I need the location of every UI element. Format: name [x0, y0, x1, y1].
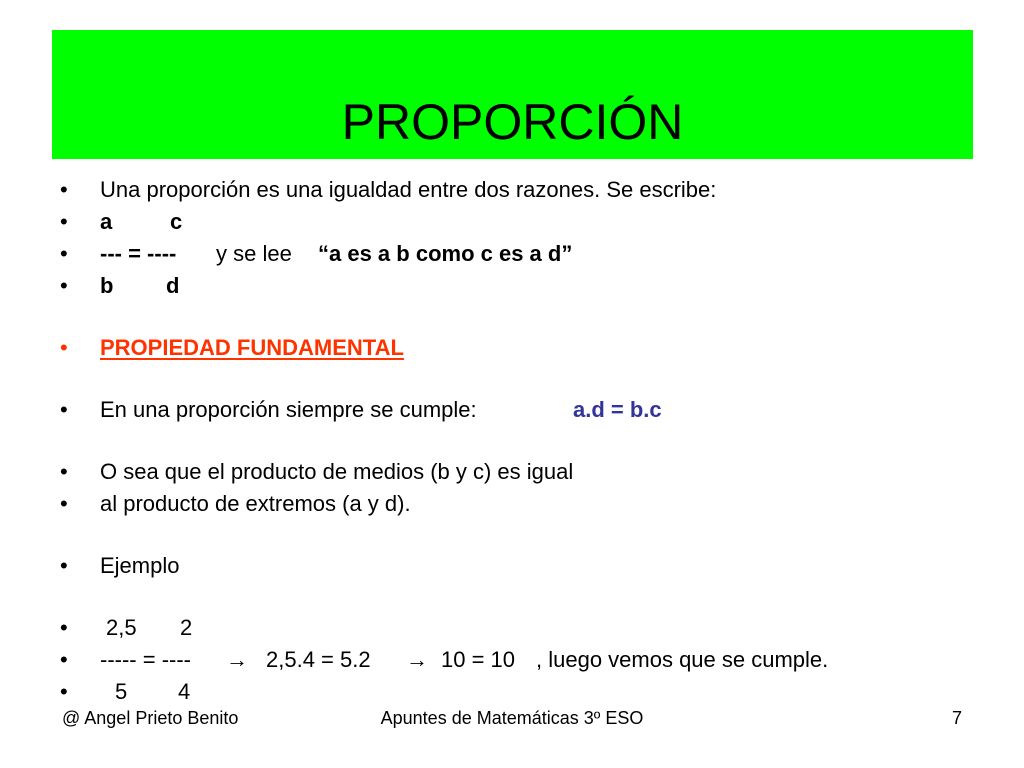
- example-result: 10 = 10: [441, 647, 516, 672]
- property-text: En una proporción siempre se cumple:: [100, 397, 477, 422]
- property-formula: a.d = b.c: [573, 397, 662, 422]
- example-product: 2,5.4 = 5.2: [266, 647, 371, 672]
- bullet-icon: •: [60, 459, 68, 484]
- bullet-line: [60, 206, 980, 238]
- footer-page-number: 7: [951, 708, 962, 728]
- bullet-line: [60, 612, 980, 644]
- bullet-line: [60, 270, 980, 302]
- bullet-icon: •: [60, 273, 68, 298]
- bullet-line: [60, 488, 980, 520]
- spacer: [60, 520, 980, 550]
- denominator-d: d: [166, 273, 180, 298]
- denominator-b: b: [100, 273, 114, 298]
- reads-as-text: y se lee: [216, 241, 292, 266]
- bullet-icon: •: [60, 209, 68, 234]
- spacer: [60, 364, 980, 394]
- example-numerator-1: 2,5: [106, 615, 137, 640]
- bullet-line: [60, 456, 980, 488]
- arrow-right-icon: →: [406, 647, 428, 672]
- title-band: [52, 30, 973, 159]
- example-conclusion: , luego vemos que se cumple.: [536, 647, 829, 672]
- numerator-c: c: [170, 209, 183, 234]
- explanation-text: O sea que el producto de medios (b y c) es igual: [100, 459, 574, 484]
- example-denominator-1: 5: [115, 679, 128, 704]
- bullet-line: [60, 394, 980, 426]
- example-label: Ejemplo: [100, 553, 180, 578]
- example-fraction-bars: ----- = ----: [100, 647, 192, 672]
- bullet-icon: •: [60, 335, 68, 360]
- footer-course: Apuntes de Matemáticas 3º ESO: [380, 708, 644, 728]
- fraction-bars: --- = ----: [100, 241, 177, 266]
- slide-title: PROPORCIÓN: [341, 94, 684, 150]
- slide-body: [60, 174, 980, 708]
- bullet-icon: •: [60, 615, 68, 640]
- bullet-icon: •: [60, 553, 68, 578]
- bullet-icon: •: [60, 177, 68, 202]
- bullet-icon: •: [60, 397, 68, 422]
- spacer: [60, 582, 980, 612]
- slide-footer: [0, 706, 1024, 730]
- arrow-right-icon: →: [226, 647, 248, 672]
- example-numerator-2: 2: [180, 615, 193, 640]
- reading-quote: “a es a b como c es a d”: [318, 241, 573, 266]
- footer-author: @ Angel Prieto Benito: [62, 708, 239, 728]
- explanation-text: al producto de extremos (a y d).: [100, 491, 411, 516]
- bullet-line: [60, 644, 980, 676]
- bullet-line: [60, 550, 980, 582]
- bullet-icon: •: [60, 647, 68, 672]
- numerator-a: a: [100, 209, 113, 234]
- definition-text: Una proporción es una igualdad entre dos razones. Se escribe:: [100, 177, 717, 202]
- bullet-icon: •: [60, 241, 68, 266]
- bullet-line: [60, 174, 980, 206]
- bullet-line: [60, 332, 980, 364]
- example-denominator-2: 4: [178, 679, 191, 704]
- bullet-line: [60, 238, 980, 270]
- spacer: [60, 302, 980, 332]
- bullet-icon: •: [60, 679, 68, 704]
- section-heading: PROPIEDAD FUNDAMENTAL: [100, 335, 404, 360]
- bullet-line: [60, 676, 980, 708]
- spacer: [60, 426, 980, 456]
- bullet-icon: •: [60, 491, 68, 516]
